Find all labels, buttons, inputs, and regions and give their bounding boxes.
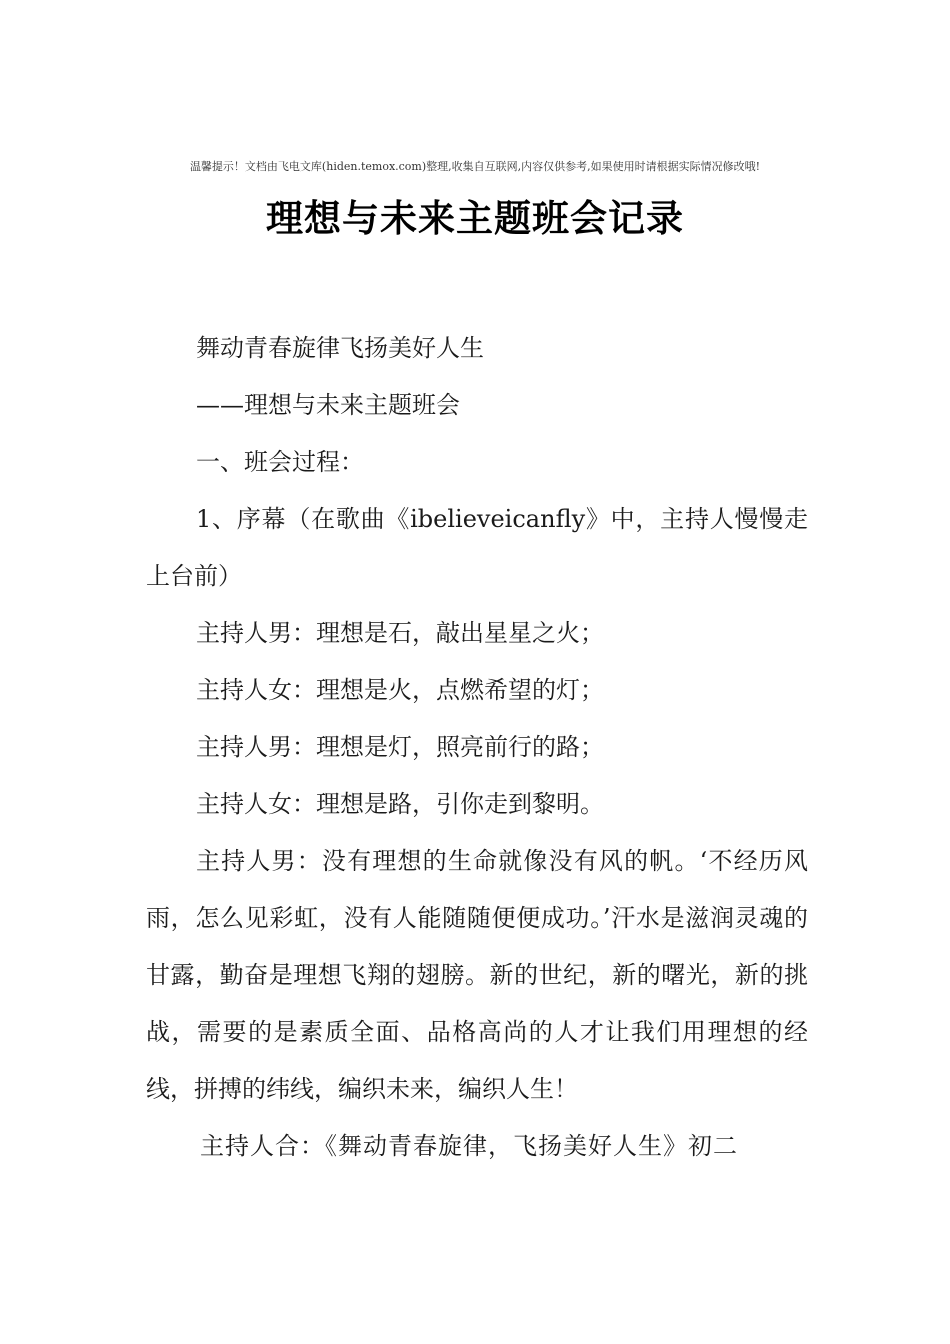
- prologue-paragraph: 1、序幕（在歌曲《ibelieveicanfly》中，主持人慢慢走上台前）: [146, 505, 808, 590]
- subtitle-line: 舞动青春旋律飞扬美好人生: [196, 334, 484, 362]
- dialogue-line: 主持人男：理想是石，敲出星星之火；: [196, 619, 604, 647]
- dialogue-line: 主持人男：理想是灯，照亮前行的路；: [196, 733, 604, 761]
- dialogue-line: 主持人女：理想是火，点燃希望的灯；: [196, 676, 604, 704]
- download-notice: 温馨提示！文档由飞电文库(hiden.temox.com)整理,收集自互联网,内容仅供参考,如果使用时请根据实际情况修改哦!: [189, 160, 761, 173]
- host-joint-line: 主持人合：《舞动青春旋律，飞扬美好人生》初二: [200, 1132, 738, 1160]
- subtitle-dash-line: ——理想与未来主题班会: [196, 391, 460, 419]
- document-body: [146, 320, 808, 1175]
- host-speech-paragraph: 主持人男：没有理想的生命就像没有风的帆。‘不经历风雨，怎么见彩虹，没有人能随随便便成功。’汗水是滋润灵魂的甘露，勤奋是理想飞翔的翅膀。新的世纪，新的曙光，新的挑战，需要的是素质全面、品格高尚的人才让我们用理想的经线，拼搏的纬线，编织未来，编织人生！: [146, 847, 808, 1103]
- dialogue-line: 主持人女：理想是路，引你走到黎明。: [196, 790, 604, 818]
- document-title: 理想与未来主题班会记录: [266, 197, 684, 240]
- section-heading: 一、班会过程：: [196, 448, 364, 476]
